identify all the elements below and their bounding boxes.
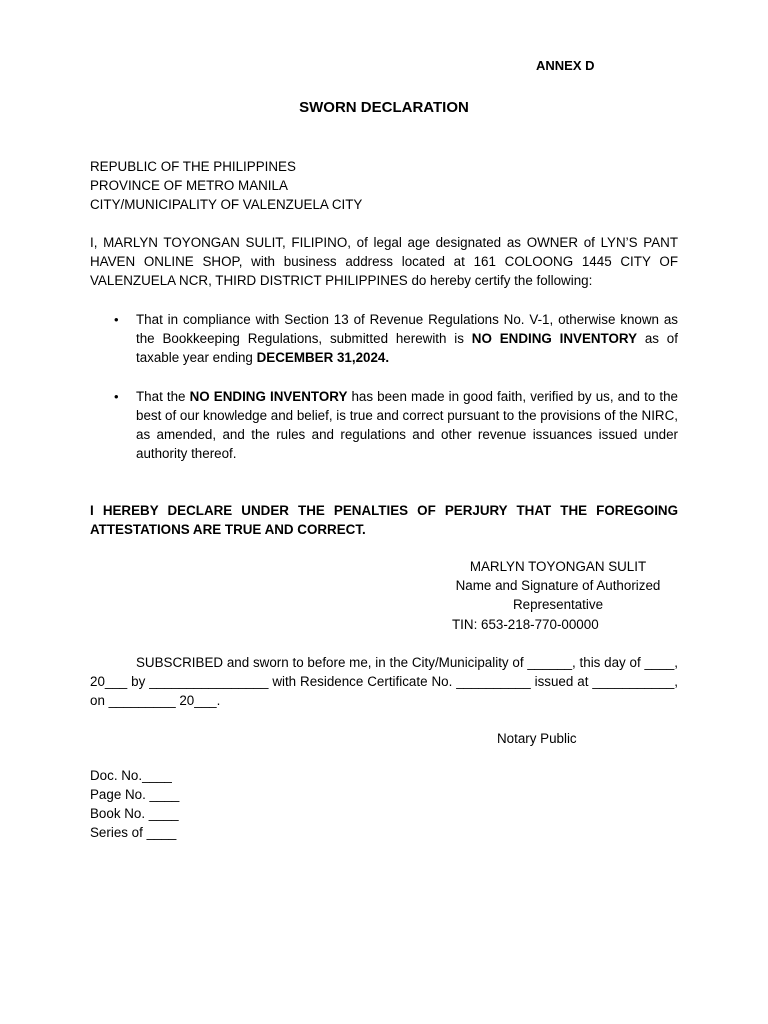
signatory-name: MARLYN TOYONGAN SULIT [469, 559, 647, 574]
emphasis: NO ENDING INVENTORY [471, 331, 637, 346]
perjury-declaration: I HEREBY DECLARE UNDER THE PENALTIES OF PERJURY THAT THE FOREGOING ATTESTATIONS ARE TRUE AND CORRECT. [90, 503, 678, 537]
annex-label: ANNEX D [536, 58, 595, 73]
notary-label: Notary Public [497, 731, 577, 746]
emphasis: NO ENDING INVENTORY [189, 389, 348, 404]
certification-item: • That in compliance with Section 13 of Revenue Regulations No. V-1, otherwise known as the Bookkeeping Regulations, submitted herewith is NO ENDING INVENTORY as of taxable year ending DECEMBER 31,2024. [114, 312, 678, 365]
certification-item: • That the NO ENDING INVENTORY has been made in good faith, verified by us, and to the best of our knowledge and belief, is true and correct pursuant to the provisions of the NIRC, as amended, and the rules and regulations and other revenue issuances issued under authority thereof. [114, 389, 678, 461]
bullet-icon: • [114, 389, 119, 404]
jurisdiction-line: REPUBLIC OF THE PHILIPPINES [90, 159, 296, 174]
doc-number: Doc. No.____ [90, 768, 172, 783]
jurisdiction-line: PROVINCE OF METRO MANILA [90, 178, 288, 193]
emphasis: DECEMBER 31,2024. [256, 350, 390, 365]
signature-block [440, 557, 676, 614]
signatory-tin: TIN: 653-218-770-00000 [452, 617, 599, 632]
book-number: Book No. ____ [90, 806, 179, 821]
signatory-role: Name and Signature of Authorized Representative [455, 578, 661, 612]
notarial-register-block [90, 766, 179, 842]
bullet-icon: • [114, 312, 119, 327]
jurat-paragraph: SUBSCRIBED and sworn to before me, in the City/Municipality of ______, this day of ____, 20___ by ________________ with Residence Certificate No. __________ issued at ___________, on _________ 20___. [90, 655, 678, 708]
page-number: Page No. ____ [90, 787, 180, 802]
series-number: Series of ____ [90, 825, 177, 840]
jurisdiction-line: CITY/MUNICIPALITY OF VALENZUELA CITY [90, 197, 363, 212]
document-title: SWORN DECLARATION [299, 99, 469, 116]
jurisdiction-block [90, 157, 362, 214]
certification-list [90, 310, 678, 463]
intro-paragraph: I, MARLYN TOYONGAN SULIT, FILIPINO, of legal age designated as OWNER of LYN’S PANT HAVEN ONLINE SHOP, with business address located at 161 COLOONG 1445 CITY OF VALENZUELA NCR, THIRD DISTRICT PHILIPPINES do hereby certify the following: [90, 235, 678, 288]
